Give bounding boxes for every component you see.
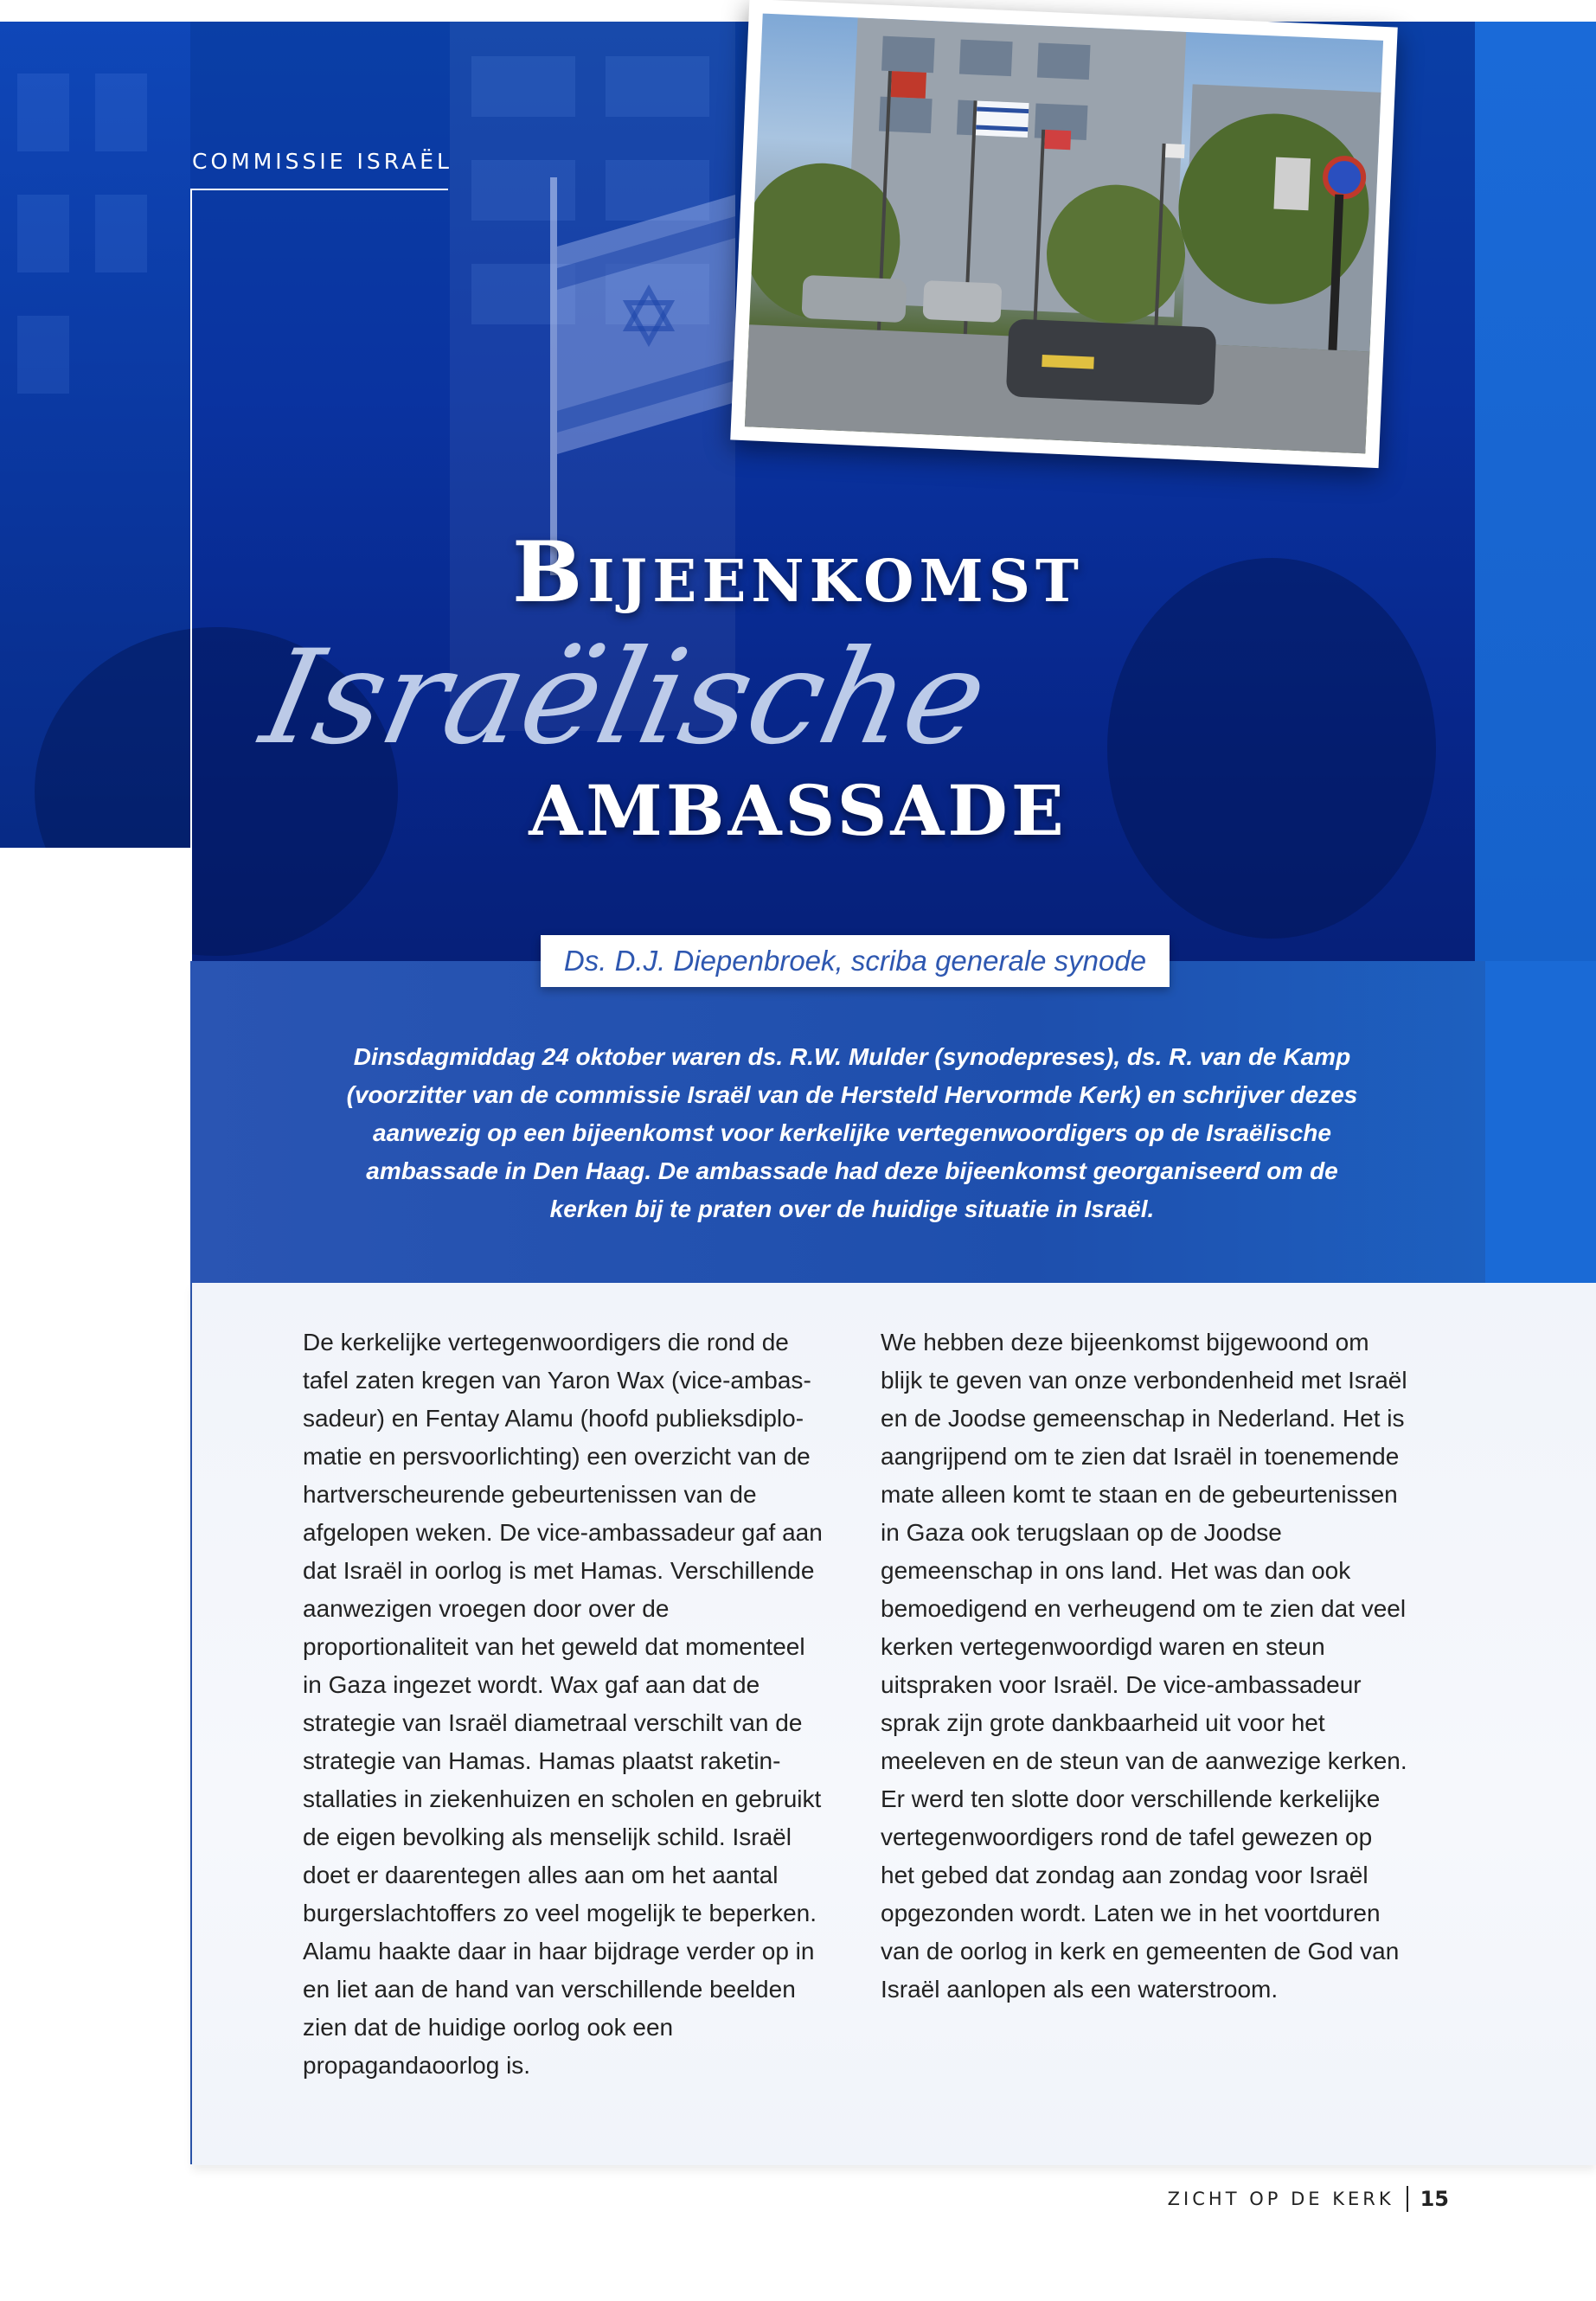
- page-footer: [1168, 2186, 1449, 2212]
- intro-band-accent: [1485, 961, 1596, 1283]
- embassy-photo: [730, 0, 1398, 468]
- frame-line-horizontal: [190, 189, 448, 190]
- body-column-1: De kerkelijke vertegenwoordigers die rond de tafel zaten kregen van Yaron Wax (vice-ambassadeur) en Fentay Alamu (hoofd publieksdiplomatie en persvoorlichting) een overzicht van de hartverscheurende gebeurtenissen van de afgelopen weken. De vice-ambassadeur gaf aan dat Israël in oorlog is met Hamas. Verschillende aanwezigen vroegen door over de proportionaliteit van het geweld dat momenteel in Gaza ingezet wordt. Wax gaf aan dat de strategie van Israël diametraal verschilt van de strategie van Hamas. Hamas plaatst raketinstallaties in ziekenhuizen en scholen en gebruikt de eigen bevolking als menselijk schild. Israël doet er daarentegen alles aan om het aantal burgerslachtoffers zo veel mogelijk te beperken. Alamu haakte daar in haar bijdrage verder op in en liet aan de hand van verschillende beelden zien dat de huidige oorlog ook een propagandaoorlog is.: [303, 1329, 823, 2079]
- author-box: [541, 935, 1170, 987]
- white-margin: [0, 848, 190, 2301]
- title-line-3: AMBASSADE: [529, 770, 1067, 851]
- embassy-photo-illustration: [745, 14, 1383, 454]
- section-label: COMMISSIE ISRAËL: [192, 149, 452, 174]
- magazine-name: ZICHT OP DE KERK: [1167, 2189, 1394, 2209]
- page-number: 15: [1420, 2187, 1449, 2211]
- title-script: Israëlische: [250, 623, 1000, 773]
- footer-separator: [1407, 2186, 1408, 2212]
- intro-paragraph: Dinsdagmiddag 24 oktober waren ds. R.W. Mulder (synodepreses), ds. R. van de Kamp (voorzitter van de commissie Israël van de Hersteld Hervormde Kerk) en schrijver dezes aanwezig op een bijeenkomst voor kerkelijke vertegenwoordigers op de Israëlische ambassade in Den Haag. De ambassade had deze bijeenkomst georganiseerd om de kerken bij te praten over de huidige situatie in Israël.: [346, 1043, 1358, 1222]
- body-column-2: We hebben deze bijeenkomst bijgewoond om blijk te geven van onze verbondenheid met Israël en de Joodse gemeenschap in Nederland. Het is aangrijpend om te zien dat Israël in toenemende mate alleen komt te staan en de gebeurtenissen in Gaza ook terugslaan op de Joodse gemeenschap in ons land. Het was dan ook bemoedigend en verheugend om te zien dat veel kerken vertegenwoordigd waren en steun uitspraken voor Israël. De vice-ambassadeur sprak zijn grote dankbaarheid uit voor het meeleven en de steun van de aanwezige kerken. Er werd ten slotte door verschillende kerkelijke vertegenwoordigers rond de tafel gewezen op het gebed dat zondag aan zondag voor Israël opgezonden wordt. Laten we in het voortduren van de oorlog in kerk en gemeenten de God van Israël aanlopen als een waterstroom.: [881, 1329, 1407, 2003]
- flag-illustration: [484, 177, 744, 575]
- author-byline: Ds. D.J. Diepenbroek, scriba generale synode: [563, 945, 1147, 977]
- title-line-1: Bijeenkomst: [512, 523, 1084, 621]
